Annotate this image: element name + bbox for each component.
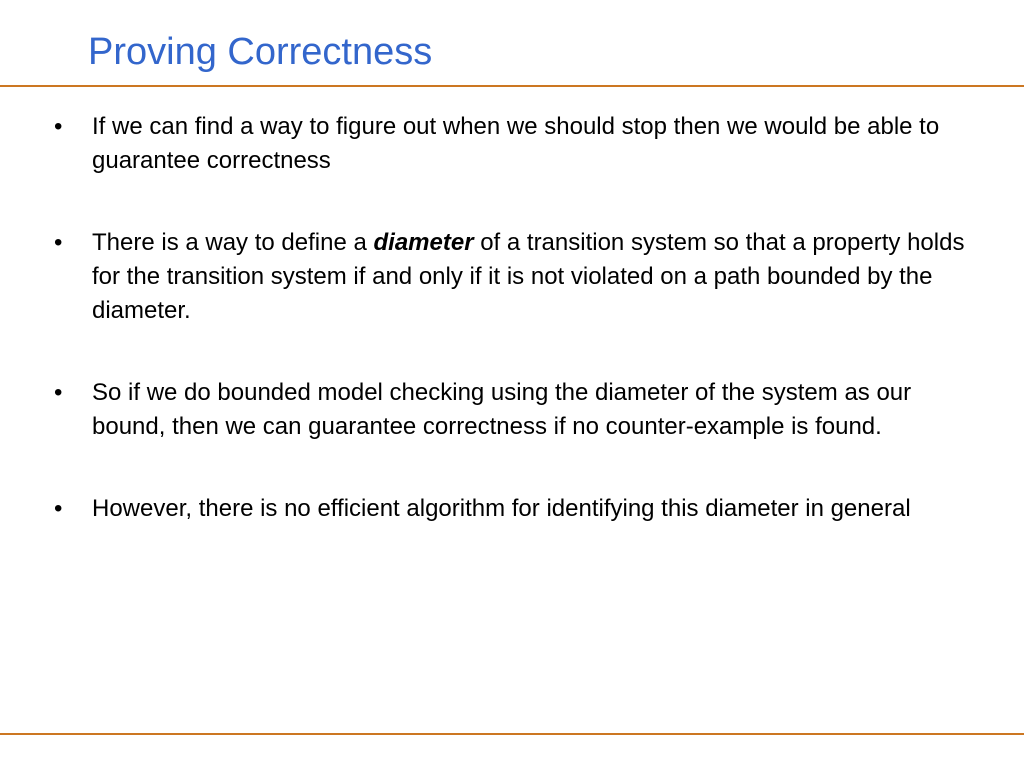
bullet-dot-icon: •	[54, 229, 63, 256]
bullet-dot-icon: •	[54, 113, 63, 140]
bullet-dot-icon: •	[54, 495, 63, 522]
bullet-dot-icon: •	[54, 379, 63, 406]
title-divider-line	[0, 85, 1024, 87]
bullet-item-no-efficient-algorithm	[54, 492, 974, 526]
bullet-text-after-emphasis: of a transition system so that a property holds for the transition system if and only if it is not violated on a path bounded by the diameter.	[92, 229, 965, 324]
bullet-text: However, there is no efficient algorithm for identifying this diameter in general	[92, 495, 911, 522]
bullet-text: If we can find a way to figure out when we should stop then we would be able to guarantee correctness	[92, 113, 940, 174]
bullet-item-diameter-definition	[54, 226, 974, 328]
bullet-item-bounded-model-checking	[54, 376, 974, 444]
emphasized-term: diameter	[373, 229, 474, 256]
bullet-text: So if we do bounded model checking using the diameter of the system as our bound, then we can guarantee correctness if no counter-example is found.	[92, 379, 912, 440]
bullet-item-stop-condition	[54, 110, 974, 178]
bullet-text-before-emphasis: There is a way to define a	[92, 229, 374, 256]
bullet-list	[54, 110, 974, 574]
footer-divider-line	[0, 733, 1024, 735]
slide-title: Proving Correctness	[88, 31, 433, 73]
